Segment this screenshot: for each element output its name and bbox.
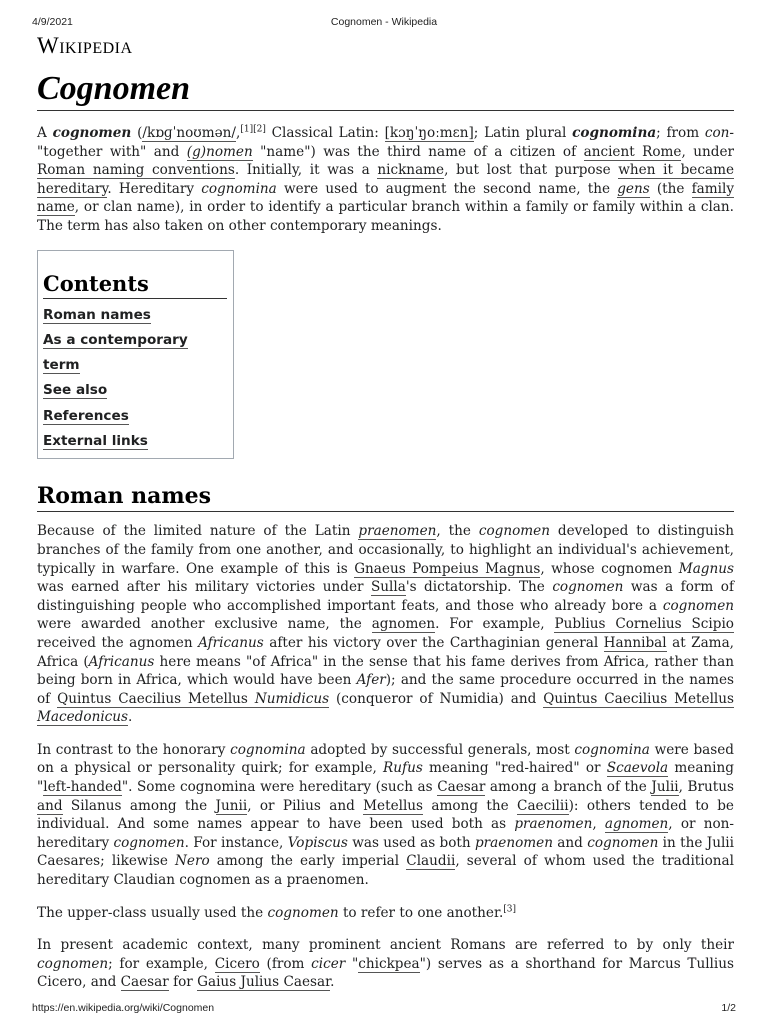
text-run: ; from [656,125,705,141]
body-paragraph [37,522,734,727]
wiki-link[interactable]: Julii [651,779,679,796]
text-run: cicer [311,955,346,972]
text-run: , whose cognomen [540,560,679,577]
wiki-link[interactable]: agnomen [604,816,669,833]
text-run: Nero [175,853,210,870]
text-run: received the agnomen [37,634,199,651]
text-run: ( [131,125,143,141]
toc-link[interactable]: Roman names [43,306,151,323]
text-run: here means "of Africa" in the sense that his fame derives from Africa, rather than being born in Africa, which would have been [37,653,734,689]
toc-item-see-also[interactable] [43,378,227,403]
text-run: Because of the limited nature of the Latin [37,523,359,540]
text-run: Vopiscus [287,834,348,851]
wiki-link[interactable]: ancient Rome [583,143,682,160]
print-footer [32,1002,736,1014]
wiki-link[interactable]: when it became hereditary [37,162,735,197]
text-run: Magnus [678,560,734,577]
text-run: were based on a physical or personality quirk; for example, [37,741,734,777]
body-paragraph [37,936,734,992]
text-run: (from [259,955,312,972]
text-run: among a branch of the [485,779,652,796]
text-run: . Initially, it was a [234,162,378,179]
text-run: cognomina [574,741,650,758]
text-run: cognomen [52,125,132,141]
toc-link[interactable]: References [43,407,129,424]
lead-paragraph [37,124,734,236]
citation-ref[interactable] [503,904,516,914]
article [37,70,734,992]
wiki-link[interactable]: Cicero [214,955,260,972]
text-run: was a form of distinguishing people who accomplished important feats, and those who already bore a [37,579,734,614]
text-run: cognomen [552,579,624,596]
section-heading-roman-names: Roman names [37,483,734,512]
text-run: , or Pilius and [247,797,364,814]
wiki-link[interactable]: Quintus Caecilius Metellus [57,690,255,707]
citation-link[interactable]: [2] [253,124,266,135]
text-run: , but lost that purpose [444,162,619,179]
text-run: meaning "red-haired" or [422,760,607,777]
citation-ref[interactable] [240,124,253,134]
citation-link[interactable]: [3] [503,904,517,915]
toc-item-roman-names[interactable] [43,303,227,328]
text-run: for [168,974,198,991]
toc-item-external-links[interactable] [43,429,227,454]
body-paragraph [37,904,734,923]
text-run: 's dictatorship. The [405,579,553,596]
text-run: (conqueror of Numidia) and [329,690,544,707]
text-run: cognomina [230,741,306,758]
wiki-link[interactable]: Claudii [406,853,456,870]
wiki-link[interactable]: Hannibal [603,634,667,651]
text-run: ". Some cognomina were hereditary (such as [121,779,438,796]
wiki-link[interactable]: Caesar [437,779,486,796]
wiki-link[interactable]: Scaevola [606,760,669,777]
wiki-link[interactable]: (g)nomen [186,143,253,160]
text-run: ): others tended to be individual. And some names appear to have been used both as [37,797,734,833]
wiki-link[interactable]: gens [617,180,650,197]
wikipedia-logo[interactable]: Wikipedia [37,33,133,58]
text-run: adopted by successful generals, most [305,741,575,758]
text-run: cognomina [572,125,657,141]
toc-link[interactable]: As a contemporary term [43,331,188,374]
text-run: , several of whom used the traditional hereditary Claudian cognomen as a praenomen. [37,853,734,889]
text-run: . [128,709,133,726]
wiki-link[interactable]: Numidicus [254,690,330,707]
text-run: after his victory over the Carthaginian general [263,634,604,651]
print-title: Cognomen - Wikipedia [330,16,438,28]
text-run: "together with" and [37,143,187,160]
text-run: was earned after his military victories under [37,579,371,596]
wiki-link[interactable]: nickname [377,162,445,179]
text-run: . For example, [435,616,555,633]
text-run: cognomina [201,180,277,197]
wiki-link[interactable]: family name [37,180,734,216]
wiki-link[interactable]: Caesar [120,974,169,991]
text-run: Rufus [383,760,423,777]
wiki-link[interactable]: agnomen [371,616,436,633]
wiki-link[interactable]: Metellus [363,797,424,814]
text-run: con- [704,125,735,141]
page-url: https://en.wikipedia.org/wiki/Cognomen [32,1002,215,1014]
wiki-link[interactable]: Gaius Julius Caesar [197,974,331,991]
text-run: . For instance, [184,834,288,851]
text-run: , [592,816,605,833]
text-run: to refer to one another. [338,904,504,921]
toc-item-references[interactable] [43,404,227,429]
text-run: Africanus [198,634,264,651]
text-run: , or non-hereditary [37,816,734,851]
wiki-link[interactable]: Caecilii [517,797,569,814]
text-run: among the early imperial [209,853,407,870]
wiki-link[interactable]: Gnaeus Pompeius Magnus [354,560,541,577]
text-run: (the [649,180,692,197]
text-run: was used as both [347,834,475,851]
text-run: Silanus among the [62,797,216,814]
citation-ref[interactable] [253,124,266,134]
wiki-link[interactable]: Macedonicus [37,709,129,726]
text-run: praenomen [514,816,593,833]
wiki-link[interactable]: [kɔŋˈŋoːmɛn] [384,125,474,141]
toc-link[interactable]: See also [43,382,108,399]
text-run: Afer [356,672,386,689]
toc-item-contemporary-term[interactable] [43,328,227,379]
text-run: "name") was the third name of a citizen of [252,143,584,160]
text-run: Classical Latin: [265,125,385,141]
text-run: The upper-class usually used the [37,904,268,921]
wiki-link[interactable]: praenomen [358,523,437,540]
text-run: cognomen [113,834,185,851]
text-run: In present academic context, many prominent ancient Romans are referred to by only their [37,937,734,954]
text-run: . Hereditary [107,180,202,197]
page-title: Cognomen [37,70,734,111]
wiki-link[interactable]: Quintus Caecilius Metellus [543,690,734,707]
text-run: cognomen [662,597,734,614]
wiki-link[interactable]: Junii [215,797,248,814]
text-run: ; Latin plural [473,125,573,141]
text-run: among the [423,797,518,814]
citation-link[interactable]: [1] [240,124,254,135]
table-of-contents [37,250,234,460]
wiki-link[interactable]: /kɒɡˈnoʊmən/ [142,125,236,141]
page-number: 1/2 [721,1002,736,1014]
text-run: cognomen [478,523,550,540]
toc-link[interactable]: External links [43,433,148,450]
text-run: developed to distinguish branches of the family from one another, and occasionally, to highlight an individual's achievement, typically in warfare. One example of this is [37,523,734,577]
print-date: 4/9/2021 [32,16,73,28]
wiki-link[interactable]: Sulla [370,579,406,596]
text-run: meaning " [37,760,734,796]
wiki-link[interactable]: and [37,797,63,814]
text-run: ") serves as a shorthand for Marcus Tullius Cicero, and [37,955,734,991]
wiki-link[interactable]: chickpea [358,955,420,972]
body-paragraph [37,741,734,890]
text-run: ; for example, [108,955,215,972]
text-run: in the Julii Caesares; likewise [37,834,734,870]
text-run: , or clan name), in order to identify a particular branch within a family or family within a clan. The term has also taken on other contemporary meanings. [37,199,734,234]
text-run: , the [436,523,479,540]
text-run: and [552,834,588,851]
text-run: praenomen [474,834,553,851]
text-run: , under [681,143,735,160]
text-run: " [345,955,359,972]
wiki-link[interactable]: Roman naming conventions [37,162,235,179]
text-run: , [236,125,241,141]
text-run: cognomen [587,834,659,851]
wiki-link[interactable]: left-handed [43,779,122,796]
text-run: A [37,125,53,141]
text-run: , Brutus [678,779,734,796]
text-run: were used to augment the second name, the [276,180,618,197]
text-run: cognomen [267,904,339,921]
wiki-link[interactable]: Publius Cornelius Scipio [554,616,734,633]
text-run: Africanus [88,653,155,670]
text-run: were awarded another exclusive name, the [37,616,372,633]
text-run: at Zama, Africa ( [37,634,735,670]
text-run: cognomen [37,955,109,972]
toc-heading: Contents [43,271,227,299]
text-run: In contrast to the honorary [37,741,231,758]
text-run: ); and the same procedure occurred in the names of [37,672,734,707]
text-run: . [330,974,335,991]
